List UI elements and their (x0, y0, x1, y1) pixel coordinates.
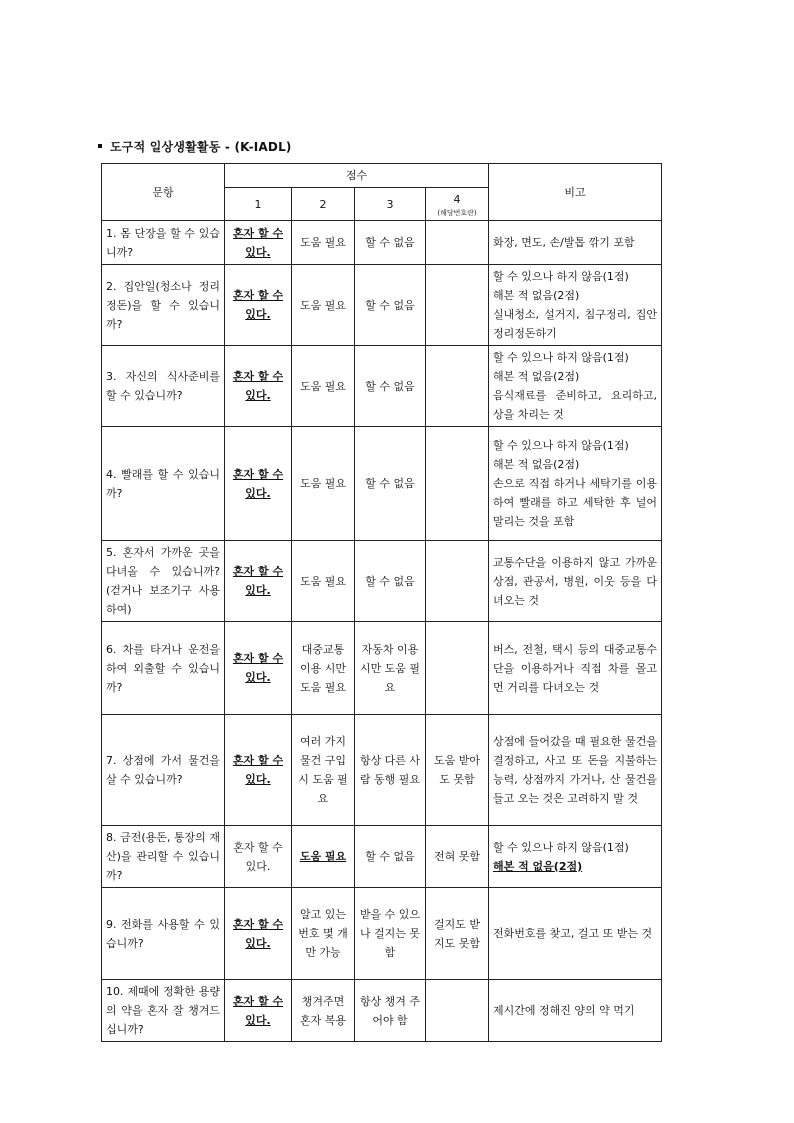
score-1: 혼자 할 수 있다. (232, 370, 284, 402)
score-3: 할 수 없음 (355, 346, 426, 427)
score-1: 혼자 할 수 있다. (232, 226, 284, 259)
table-row (102, 826, 662, 888)
score-4 (426, 265, 489, 346)
score-4 (426, 980, 489, 1042)
note-text: 버스, 전철, 택시 등의 대중교통수단을 이용하거나 직접 차를 몰고 먼 거리를 다녀오는 것 (489, 622, 662, 715)
table-row (102, 541, 662, 622)
item-text: 1. 몸 단장을 할 수 있습니까? (102, 221, 225, 265)
note-text: 제시간에 정해진 양의 약 먹기 (489, 980, 662, 1042)
item-text: 8. 금전(용돈, 통장의 재산)을 관리할 수 있습니까? (102, 826, 225, 888)
note-line: 해본 적 없음(2점) (493, 370, 580, 383)
table-row (102, 715, 662, 826)
table-row (102, 346, 662, 427)
header-score-3: 3 (355, 188, 426, 221)
score-2: 도움 필요 (292, 346, 355, 427)
header-score: 점수 (225, 164, 489, 188)
item-text: 7. 상점에 가서 물건을 살 수 있습니까? (102, 715, 225, 826)
section-heading (98, 138, 292, 155)
note-text: 전화번호를 찾고, 걸고 또 받는 것 (489, 888, 662, 980)
header-score-4-note: (해당번호란) (437, 209, 477, 217)
score-2: 도움 필요 (292, 221, 355, 265)
score-2: 도움 필요 (292, 427, 355, 541)
score-4: 전혀 못함 (426, 826, 489, 888)
score-1: 혼자 할 수 있다. (232, 467, 284, 500)
heading-text: 도구적 일상생활활동 - (K-IADL) (110, 140, 292, 154)
score-2: 도움 필요 (292, 265, 355, 346)
score-2: 도움 필요 (292, 541, 355, 622)
table-row (102, 622, 662, 715)
header-score-1: 1 (225, 188, 292, 221)
note-text: 교통수단을 이용하지 않고 가까운 상점, 관공서, 병원, 이웃 등을 다녀오는 것 (489, 541, 662, 622)
score-2: 알고 있는 번호 몇 개만 가능 (292, 888, 355, 980)
score-2: 챙겨주면 혼자 복용 (292, 980, 355, 1042)
item-text: 3. 자신의 식사준비를 할 수 있습니까? (102, 346, 225, 427)
score-1: 혼자 할 수 있다. (232, 917, 284, 950)
score-2: 대중교통 이용 시만 도움 필요 (292, 622, 355, 715)
table-row (102, 888, 662, 980)
note-text: 화장, 면도, 손/발톱 깎기 포함 (489, 221, 662, 265)
note-line: 할 수 있으나 하지 않음(1점) (493, 840, 629, 854)
note-line: 할 수 있으나 하지 않음(1점) (493, 270, 629, 283)
note-line: 해본 적 없음(2점) (493, 289, 580, 302)
item-text: 6. 차를 타거나 운전을 하여 외출할 수 있습니까? (102, 622, 225, 715)
note-line: 음식재료를 준비하고, 요리하고, 상을 차리는 것 (493, 389, 658, 421)
score-1: 혼자 할 수 있다. (232, 289, 284, 321)
score-1: 혼자 할 수 있다. (232, 565, 284, 597)
score-3: 항상 다른 사람 동행 필요 (355, 715, 426, 826)
score-4 (426, 622, 489, 715)
note-line: 할 수 있으나 하지 않음(1점) (493, 439, 629, 452)
note-cell (489, 427, 662, 541)
bullet-icon (98, 144, 102, 148)
score-1: 혼자 할 수 있다. (232, 754, 284, 786)
score-4 (426, 221, 489, 265)
note-cell (489, 265, 662, 346)
item-text: 9. 전화를 사용할 수 있습니까? (102, 888, 225, 980)
table-row (102, 265, 662, 346)
score-2: 여러 가지 물건 구입 시 도움 필요 (292, 715, 355, 826)
k-iadl-table (101, 163, 662, 1042)
note-text: 상점에 들어갔을 때 필요한 물건을 결정하고, 사고 또 돈을 지불하는 능력, 상점까지 가거나, 산 물건을 들고 오는 것은 고려하지 말 것 (489, 715, 662, 826)
score-1: 혼자 할 수 있다. (232, 994, 284, 1027)
score-4 (426, 427, 489, 541)
note-line: 손으로 직접 하거나 세탁기를 이용하여 빨래를 하고 세탁한 후 널어 말리는 것을 포함 (493, 477, 658, 528)
note-line: 할 수 있으나 하지 않음(1점) (493, 351, 629, 364)
score-3: 할 수 없음 (355, 265, 426, 346)
score-3: 항상 챙겨 주어야 함 (355, 980, 426, 1042)
header-note: 비고 (489, 164, 662, 221)
score-4: 도움 받아도 못함 (426, 715, 489, 826)
score-3: 할 수 없음 (355, 541, 426, 622)
score-1: 혼자 할 수 있다. (232, 652, 284, 684)
table-row (102, 980, 662, 1042)
table-row (102, 221, 662, 265)
item-text: 2. 집안일(청소나 정리정돈)을 할 수 있습니까? (102, 265, 225, 346)
score-3: 자동차 이용 시만 도움 필요 (355, 622, 426, 715)
item-text: 10. 제때에 정확한 용량의 약을 혼자 잘 챙겨드십니까? (102, 980, 225, 1042)
item-text: 4. 빨래를 할 수 있습니까? (102, 427, 225, 541)
header-score-4 (426, 188, 489, 221)
score-3: 할 수 없음 (355, 826, 426, 888)
header-score-2: 2 (292, 188, 355, 221)
score-3: 할 수 없음 (355, 427, 426, 541)
note-line: 해본 적 없음(2점) (493, 458, 580, 471)
header-item: 문항 (102, 164, 225, 221)
note-cell (489, 826, 662, 888)
score-3: 받을 수 있으나 걸지는 못함 (355, 888, 426, 980)
note-line: 실내청소, 설거지, 침구정리, 집안 정리정돈하기 (493, 308, 658, 340)
score-4: 걸지도 받지도 못함 (426, 888, 489, 980)
score-3: 할 수 없음 (355, 221, 426, 265)
item-text: 5. 혼자서 가까운 곳을 다녀올 수 있습니까? (걷거나 보조기구 사용하여) (102, 541, 225, 622)
score-2: 도움 필요 (299, 850, 347, 863)
note-cell (489, 346, 662, 427)
table-row (102, 427, 662, 541)
score-1: 혼자 할 수 있다. (225, 826, 292, 888)
score-4 (426, 541, 489, 622)
note-line-selected: 해본 적 없음(2점) (493, 859, 583, 873)
header-score-4-num: 4 (453, 193, 461, 206)
score-4 (426, 346, 489, 427)
